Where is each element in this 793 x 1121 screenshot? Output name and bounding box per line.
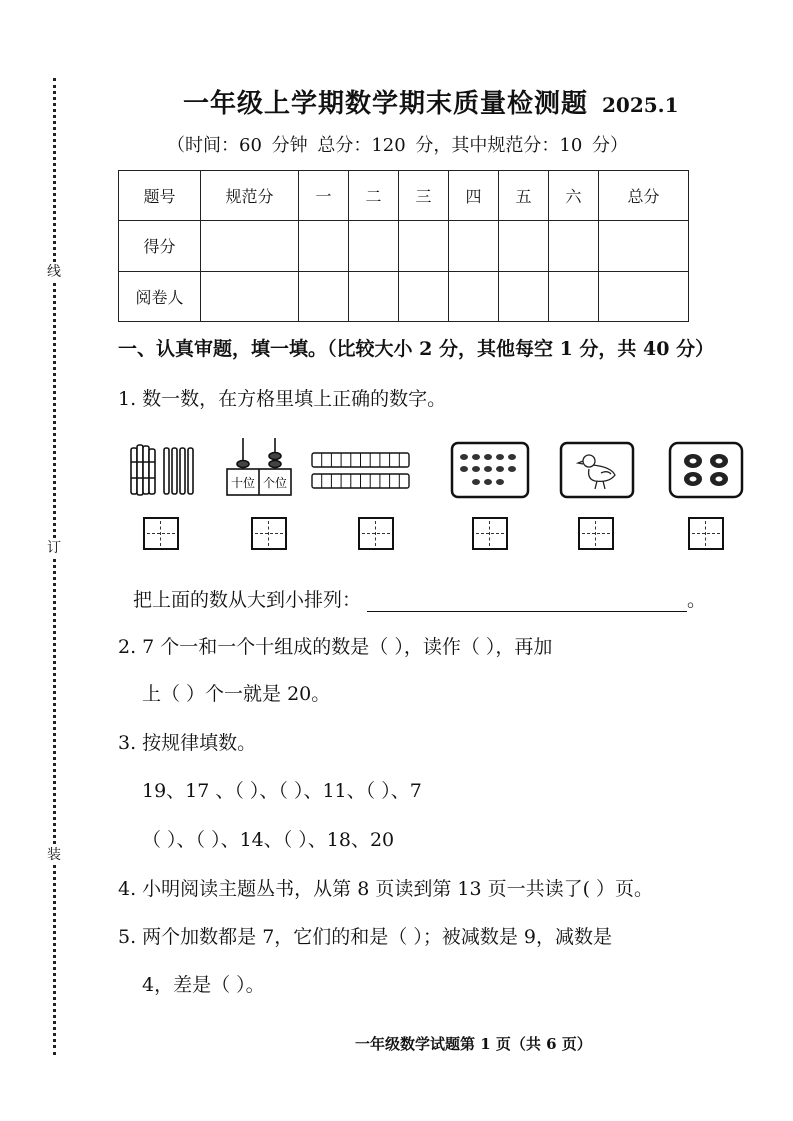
section-1-heading: 一、认真审题，填一填。（比较大小 2 分，其他每空 1 分，共 40 分）: [118, 338, 715, 360]
abacus-figure: [225, 436, 293, 498]
header-cell: 二: [349, 171, 399, 221]
question-5-line-1: 5. 两个加数都是 7，它们的和是（ ）；被减数是 9，减数是: [118, 926, 612, 948]
answer-box[interactable]: [358, 517, 394, 550]
header-cell: 六: [549, 171, 599, 221]
binding-dotted-line: [53, 78, 56, 1055]
header-cell: 四: [449, 171, 499, 221]
score-cell[interactable]: [599, 221, 689, 271]
ten-rods-figure: [310, 450, 412, 492]
title-date: 2025.1: [602, 93, 679, 117]
score-cell[interactable]: [549, 221, 599, 271]
grader-cell[interactable]: [599, 271, 689, 321]
row-label: 得分: [119, 221, 201, 271]
question-2-line-1: 2. 7 个一和一个十组成的数是（ ），读作（ ），再加: [118, 636, 553, 658]
score-cell[interactable]: [201, 221, 299, 271]
question-2-line-2: 上（ ）个一就是 20。: [142, 683, 331, 705]
score-cell[interactable]: [349, 221, 399, 271]
header-cell: 题号: [119, 171, 201, 221]
answer-box[interactable]: [578, 517, 614, 550]
answer-box[interactable]: [688, 517, 724, 550]
score-row: [119, 221, 689, 271]
objects-card-figure: [450, 441, 530, 499]
exam-info: （时间：60 分钟 总分：120 分，其中规范分：10 分）: [167, 135, 629, 156]
score-cell[interactable]: [399, 221, 449, 271]
page-footer: 一年级数学试题第 1 页（共 6 页）: [355, 1035, 592, 1053]
grader-cell[interactable]: [549, 271, 599, 321]
header-cell: 五: [499, 171, 549, 221]
header-cell: 规范分: [201, 171, 299, 221]
order-end-mark: 。: [687, 589, 707, 611]
order-prompt: 把上面的数从大到小排列：: [133, 589, 362, 611]
grader-cell[interactable]: [399, 271, 449, 321]
score-cell[interactable]: [299, 221, 349, 271]
binding-label-xian: 线: [44, 262, 64, 282]
header-cell: 一: [299, 171, 349, 221]
order-question: [133, 585, 706, 612]
answer-box[interactable]: [143, 517, 179, 550]
score-cell[interactable]: [499, 221, 549, 271]
question-3-line-1: 19、17 、（ ）、（ ）、11、（ ）、7: [142, 780, 422, 802]
rings-card-figure: [668, 441, 744, 499]
grader-row: [119, 271, 689, 321]
score-table: [118, 170, 689, 322]
grader-cell[interactable]: [449, 271, 499, 321]
header-cell: 三: [399, 171, 449, 221]
question-1-text: 1. 数一数，在方格里填上正确的数字。: [118, 388, 447, 410]
question-3-text: 3. 按规律填数。: [118, 732, 257, 754]
question-4-text: 4. 小明阅读主题丛书，从第 8 页读到第 13 页一共读了( ）页。: [118, 878, 654, 900]
score-table-header-row: [119, 171, 689, 221]
question-3-line-2: （ ）、（ ）、14、（ ）、18、20: [142, 829, 395, 851]
score-cell[interactable]: [449, 221, 499, 271]
order-answer-line[interactable]: [367, 593, 687, 612]
grader-cell[interactable]: [499, 271, 549, 321]
binding-label-ding: 订: [44, 538, 64, 558]
abacus-tens-label: 十位: [230, 476, 256, 490]
grader-cell[interactable]: [349, 271, 399, 321]
page-title: [183, 83, 679, 120]
question-5-line-2: 4，差是（ ）。: [142, 974, 265, 996]
row-label: 阅卷人: [119, 271, 201, 321]
abacus-ones-label: 个位: [262, 476, 288, 490]
answer-box[interactable]: [472, 517, 508, 550]
grader-cell[interactable]: [299, 271, 349, 321]
answer-box[interactable]: [251, 517, 287, 550]
grader-cell[interactable]: [201, 271, 299, 321]
sticks-bundle-figure: [128, 440, 198, 498]
header-cell: 总分: [599, 171, 689, 221]
binding-label-zhuang: 装: [44, 845, 64, 865]
title-text: 一年级上学期数学期末质量检测题: [183, 89, 589, 119]
bird-card-figure: [559, 441, 635, 499]
